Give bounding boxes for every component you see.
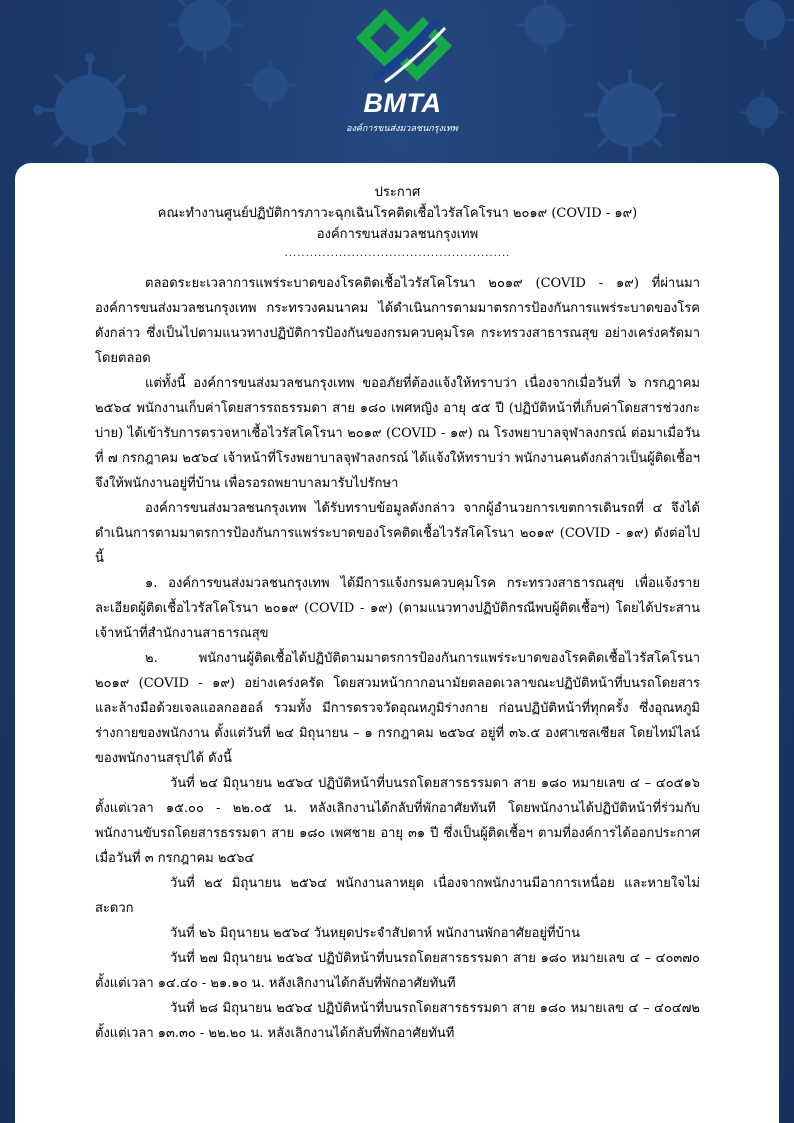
virus-icon	[575, 60, 685, 170]
announcement-heading: ประกาศ	[374, 185, 421, 200]
paragraph: แต่ทั้งนี้ องค์การขนส่งมวลชนกรุงเทพ ขออภัยที่ต้องแจ้งให้ทราบว่า เนื่องจากเมื่อวันที่ ๖ กรกฎาคม ๒๕๖๔ พนักงานเก็บค่าโดยสารรถธรรมดา สาย ๑๘๐ เพศหญิง อายุ ๕๕ ปี (ปฏิบัติหน้าที่เก็บค่าโดยสารช่วงกะบ่าย) ได้เข้ารับการตรวจหาเชื้อไวรัสโคโรนา ๒๐๑๙ (COVID - ๑๙) ณ โรงพยาบาลจุฬาลงกรณ์ ต่อมาเมื่อวันที่ ๗ กรกฎาคม ๒๕๖๔ เจ้าหน้าที่โรงพยาบาลจุฬาลงกรณ์ ได้แจ้งให้ทราบว่า พนักงานคนดังกล่าวเป็นผู้ติดเชื้อฯ จึงให้พนักงานอยู่ที่บ้าน เพื่อรอรถพยาบาลมารับไปรักษา	[95, 376, 700, 491]
virus-icon	[735, 85, 790, 140]
timeline-entry: วันที่ ๒๕ มิถุนายน ๒๕๖๔ พนักงานลาหยุด เนื่องจากพนักงานมีอาการเหนื่อย และหายใจไม่สะดวก	[95, 876, 700, 916]
virus-icon	[160, 0, 250, 70]
timeline-entry: วันที่ ๒๖ มิถุนายน ๒๕๖๔ วันหยุดประจำสัปดาห์ พนักงานพักอาศัยอยู่ที่บ้าน	[170, 926, 581, 941]
logo-text: BMTA	[363, 88, 442, 118]
timeline-entry: วันที่ ๒๔ มิถุนายน ๒๕๖๔ ปฏิบัติหน้าที่บนรถโดยสารธรรมดา สาย ๑๘๐ หมายเลข ๔ – ๔๐๕๑๖ ตั้งแต่เวลา ๑๕.๐๐ - ๒๒.๐๕ น. หลังเลิกงานได้กลับที่พักอาศัยทันที โดยพนักงานได้ปฏิบัติหน้าที่ร่วมกับ พนักงานขับรถโดยสารธรรมดา สาย ๑๘๐ เพศชาย อายุ ๓๑ ปี ซึ่งเป็นผู้ติดเชื้อฯ ตามที่องค์การได้ออกประกาศ เมื่อวันที่ ๓ กรกฎาคม ๒๕๖๔	[95, 776, 700, 866]
separator-dots: ......................................................	[284, 248, 511, 259]
paragraph: ตลอดระยะเวลาการแพร่ระบาดของโรคติดเชื้อไวรัสโคโรนา ๒๐๑๙ (COVID - ๑๙) ที่ผ่านมาองค์การขนส่งมวลชนกรุงเทพ กระทรวงคมนาคม ได้ดำเนินการตามมาตรการป้องกันการแพร่ระบาดของโรคดังกล่าว ซึ่งเป็นไปตามแนวทางปฏิบัติการป้องกันของกรมควบคุมโรค กระทรวงสาธารณสุข อย่างเคร่งครัดมาโดยตลอด	[95, 276, 700, 366]
logo-subtitle: องค์การขนส่งมวลชนกรุงเทพ	[346, 124, 458, 134]
timeline-entry: วันที่ ๒๗ มิถุนายน ๒๕๖๔ ปฏิบัติหน้าที่บนรถโดยสารธรรมดา สาย ๑๘๐ หมายเลข ๔ – ๔๐๓๗๐ ตั้งแต่เวลา ๑๔.๔๐ - ๒๑.๑๐ น. หลังเลิกงานได้กลับที่พักอาศัยทันที	[95, 951, 700, 991]
virus-icon	[730, 0, 794, 55]
timeline-entry: วันที่ ๒๘ มิถุนายน ๒๕๖๔ ปฏิบัติหน้าที่บนรถโดยสารธรรมดา สาย ๑๘๐ หมายเลข ๔ – ๔๐๔๗๒ ตั้งแต่เวลา ๑๓.๓๐ - ๒๒.๒๐ น. หลังเลิกงานได้กลับที่พักอาศัยทันที	[95, 1001, 700, 1041]
paragraph: ๑. องค์การขนส่งมวลชนกรุงเทพ ได้มีการแจ้งกรมควบคุมโรค กระทรวงสาธารณสุข เพื่อแจ้งรายละเอียดผู้ติดเชื้อไวรัสโคโรนา ๒๐๑๙ (COVID - ๑๙) (ตามแนวทางปฏิบัติกรณีพบผู้ติดเชื้อฯ) โดยได้ประสานเจ้าหน้าที่สำนักงานสาธารณสุข	[95, 576, 700, 641]
virus-icon	[510, 0, 580, 60]
virus-icon	[30, 50, 150, 170]
paragraph: ๒. พนักงานผู้ติดเชื้อได้ปฏิบัติตามมาตรการป้องกันการแพร่ระบาดของโรคติดเชื้อไวรัสโคโรนา ๒๐๑๙ (COVID - ๑๙) อย่างเคร่งครัด โดยสวมหน้ากากอนามัยตลอดเวลาขณะปฏิบัติหน้าที่บนรถโดยสาร และล้างมือด้วยเจลแอลกอฮอล์ รวมทั้ง มีการตรวจวัดอุณหภูมิร่างกาย ก่อนปฏิบัติหน้าที่ทุกครั้ง ซึ่งอุณหภูมิร่างกายของพนักงาน ตั้งแต่วันที่ ๒๔ มิถุนายน – ๑ กรกฎาคม ๒๕๖๔ อยู่ที่ ๓๖.๕ องศาเซลเซียส โดยไทม์ไลน์ของพนักงานสรุปได้ ดังนี้	[95, 651, 700, 766]
virus-icon	[240, 55, 300, 115]
announcement-document	[95, 182, 700, 1046]
announcement-subtitle: คณะทำงานศูนย์ปฏิบัติการภาวะฉุกเฉินโรคติดเชื้อไวรัสโคโรนา ๒๐๑๙ (COVID - ๑๙)	[157, 206, 638, 221]
announcement-organization: องค์การขนส่งมวลชนกรุงเทพ	[316, 227, 479, 242]
paragraph: องค์การขนส่งมวลชนกรุงเทพ ได้รับทราบข้อมูลดังกล่าว จากผู้อำนวยการเขตการเดินรถที่ ๔ จึงได้ดำเนินการตามมาตรการป้องกันการแพร่ระบาดของโรคติดเชื้อไวรัสโคโรนา ๒๐๑๙ (COVID - ๑๙) ดังต่อไปนี้	[95, 501, 700, 566]
